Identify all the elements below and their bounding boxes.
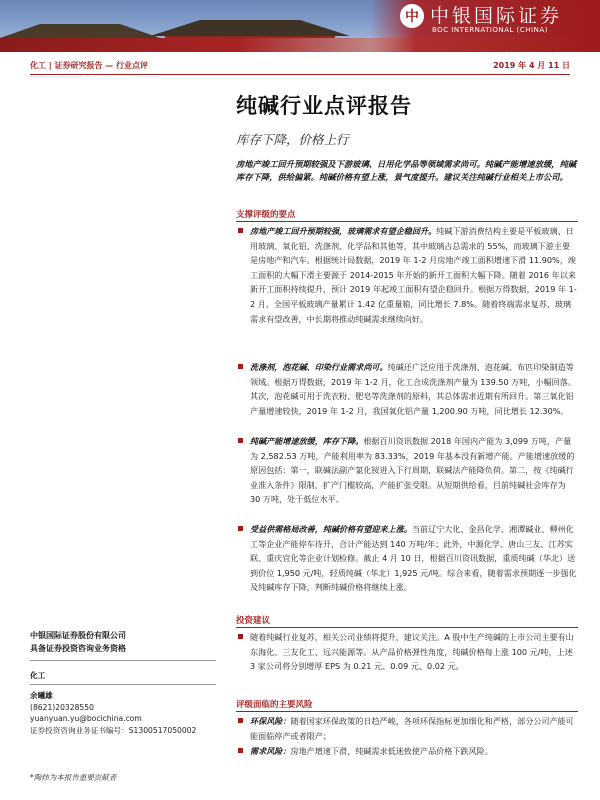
header-banner: [0, 0, 600, 52]
support-point-4: [238, 522, 578, 595]
boc-logo-icon: 中: [400, 4, 424, 28]
left-divider: [30, 660, 216, 661]
company-info: [30, 629, 126, 655]
bullet-square-icon: [238, 634, 243, 639]
report-date: 2019 年 4 月 11 日: [493, 61, 570, 70]
point-lead: 环保风险：: [250, 716, 291, 726]
point-lead: 受益供需格局改善，纯碱价格有望迎来上涨。: [250, 524, 412, 534]
section-heading-invest: 投资建议: [236, 616, 271, 626]
report-title: 纯碱行业点评报告: [236, 93, 412, 118]
report-summary: 房地产竣工回升预期较强及下游玻璃、日用化学品等领域需求尚可。纯碱产能增速放缓，纯碱库存下降，供给偏紧。纯碱价格有望上涨，景气度提升。建议关注纯碱行业相关上市公司。: [236, 159, 577, 182]
company-qualification: 具备证券投资咨询业务资格: [30, 644, 126, 653]
support-point-2: [238, 360, 578, 418]
brand-name-en: BOC INTERNATIONAL (CHINA): [432, 26, 548, 34]
analyst-phone: (8621)20328550: [30, 702, 94, 712]
analyst-license: 证券投资咨询业务证书编号：S1300517050002: [30, 725, 197, 735]
report-subtitle: 库存下降，价格上行: [236, 132, 349, 147]
section-divider: [236, 221, 578, 222]
point-text: 纯碱下游消费结构主要是平板玻璃、日用玻璃、氧化铝、洗涤剂、化学品和其他等，其中玻璃占总需求的 55%，而玻璃下游主要是房地产和汽车。根据统计局数据，2019 年 1-2 月房地产竣工面积增速下滑 11.90%，竣工面积的大幅下滑主要源于 2014-2015 年开始的新开工面积大幅下降。随着 2016 年以来新开工面积持续提升，预计 2019 年起竣工面积有望企稳回升。根据万得数据，2019 年 1-2 月，全国平板玻璃产量累计 1.42 亿重量箱，同比增长 7.8%。随着终端需求复苏，玻璃需求有望改善，中长期将推动纯碱需求继续向好。: [250, 226, 577, 324]
risk-point-1: [238, 714, 578, 743]
invest-point-1: [238, 630, 578, 674]
point-text: 当前辽宁大化、金昌化学、湘潭碱业、柳州化工等企业产能停车待开，合计产能达到 140 万吨/年；此外，中源化学、唐山三友、江苏实联、重庆宜化等企业计划检修。截止 4 月 10 日，根据百川资讯数据，重质纯碱（华北）送到价位 1,950 元/吨，轻质纯碱（华北）1,925 元/吨。综合来看，随着需求预期逐一步强化及纯碱库存下降，判断纯碱价格将继续上涨。: [250, 524, 577, 593]
section-divider: [236, 627, 578, 628]
point-lead: 纯碱产能增速放缓，库存下降。: [250, 436, 364, 446]
analyst-name: 余曦雄: [30, 691, 53, 700]
support-point-3: [238, 434, 578, 507]
industry-label: 化工: [30, 671, 46, 680]
report-category: 化工 | 证券研究报告 — 行业点评: [30, 61, 149, 70]
support-point-1: [238, 224, 578, 326]
header-divider: [30, 74, 570, 75]
left-divider: [30, 684, 216, 685]
bullet-square-icon: [238, 228, 243, 233]
point-lead: 房地产竣工回升预期较强，玻璃需求有望企稳回升。: [250, 226, 437, 236]
brand-name-cn: 中银国际证券: [430, 5, 563, 27]
section-heading-risk: 评级面临的主要风险: [236, 700, 313, 710]
point-text: 纯碱还广泛应用于洗涤剂、泡花碱、布匹印染制造等领域。根据万得数据，2019 年 1-2 月，化工合成洗涤剂产量为 139.50 万吨，小幅回落。其次，泡花碱可用于洗衣粉、肥皂等洗涤剂的原料，其总体需求近期有所回升。第三氧化铝产量增速较快，2019 年 1-2 月，我国氧化铝产量 1,200.90 万吨，同比增长 12.30%。: [250, 362, 576, 416]
bullet-square-icon: [238, 364, 243, 369]
contributor-note: *陶炜为本报告重要贡献者: [30, 773, 117, 782]
analyst-email[interactable]: yuanyuan.yu@bocichina.com: [30, 714, 142, 723]
point-lead: 洗涤剂，泡花碱、印染行业需求尚可。: [250, 362, 388, 372]
bullet-square-icon: [238, 526, 243, 531]
bullet-square-icon: [238, 718, 243, 723]
brand-logo: [370, 0, 600, 52]
analyst-block: [30, 690, 196, 736]
point-text: 根据百川资讯数据 2018 年国内产能为 3,099 万吨，产量为 2,582.53 万吨，产能利用率为 83.33%，2019 年基本没有新增产能。产能增速放缓的原因包括：第一，联碱法副产氯化铵进入下行周期，联碱法产能降负荷。第二，按《纯碱行业准入条件》限制，扩产门槛较高，产能扩张受限。从短期供给看，目前纯碱社会库存为 30 万吨，处于低位水平。: [250, 436, 575, 505]
company-name: 中银国际证券股份有限公司: [30, 631, 126, 640]
point-text: 随着纯碱行业复苏，相关公司业绩将提升，建议关注。A 股中生产纯碱的上市公司主要有山东海化、三友化工、远兴能源等。从产品价格弹性角度，纯碱价格每上涨 100 元/吨，上述 3 家公司将分别增厚 EPS 为 0.21 元、0.09 元、0.02 元。: [250, 632, 574, 672]
point-text: 随着国家环保政策的日趋严峻，各项环保指标更加细化和严格，部分公司产能可能面临停产或者限产；: [250, 716, 574, 741]
point-lead: 需求风险：: [250, 746, 291, 756]
risk-point-2: [238, 744, 578, 759]
bullet-square-icon: [238, 748, 243, 753]
bullet-square-icon: [238, 438, 243, 443]
point-text: 房地产增速下滑，纯碱需求低迷致使产品价格下跌风险。: [290, 746, 493, 756]
section-heading-support: 支撑评级的要点: [236, 210, 296, 220]
section-divider: [236, 711, 578, 712]
report-header: [30, 57, 570, 72]
